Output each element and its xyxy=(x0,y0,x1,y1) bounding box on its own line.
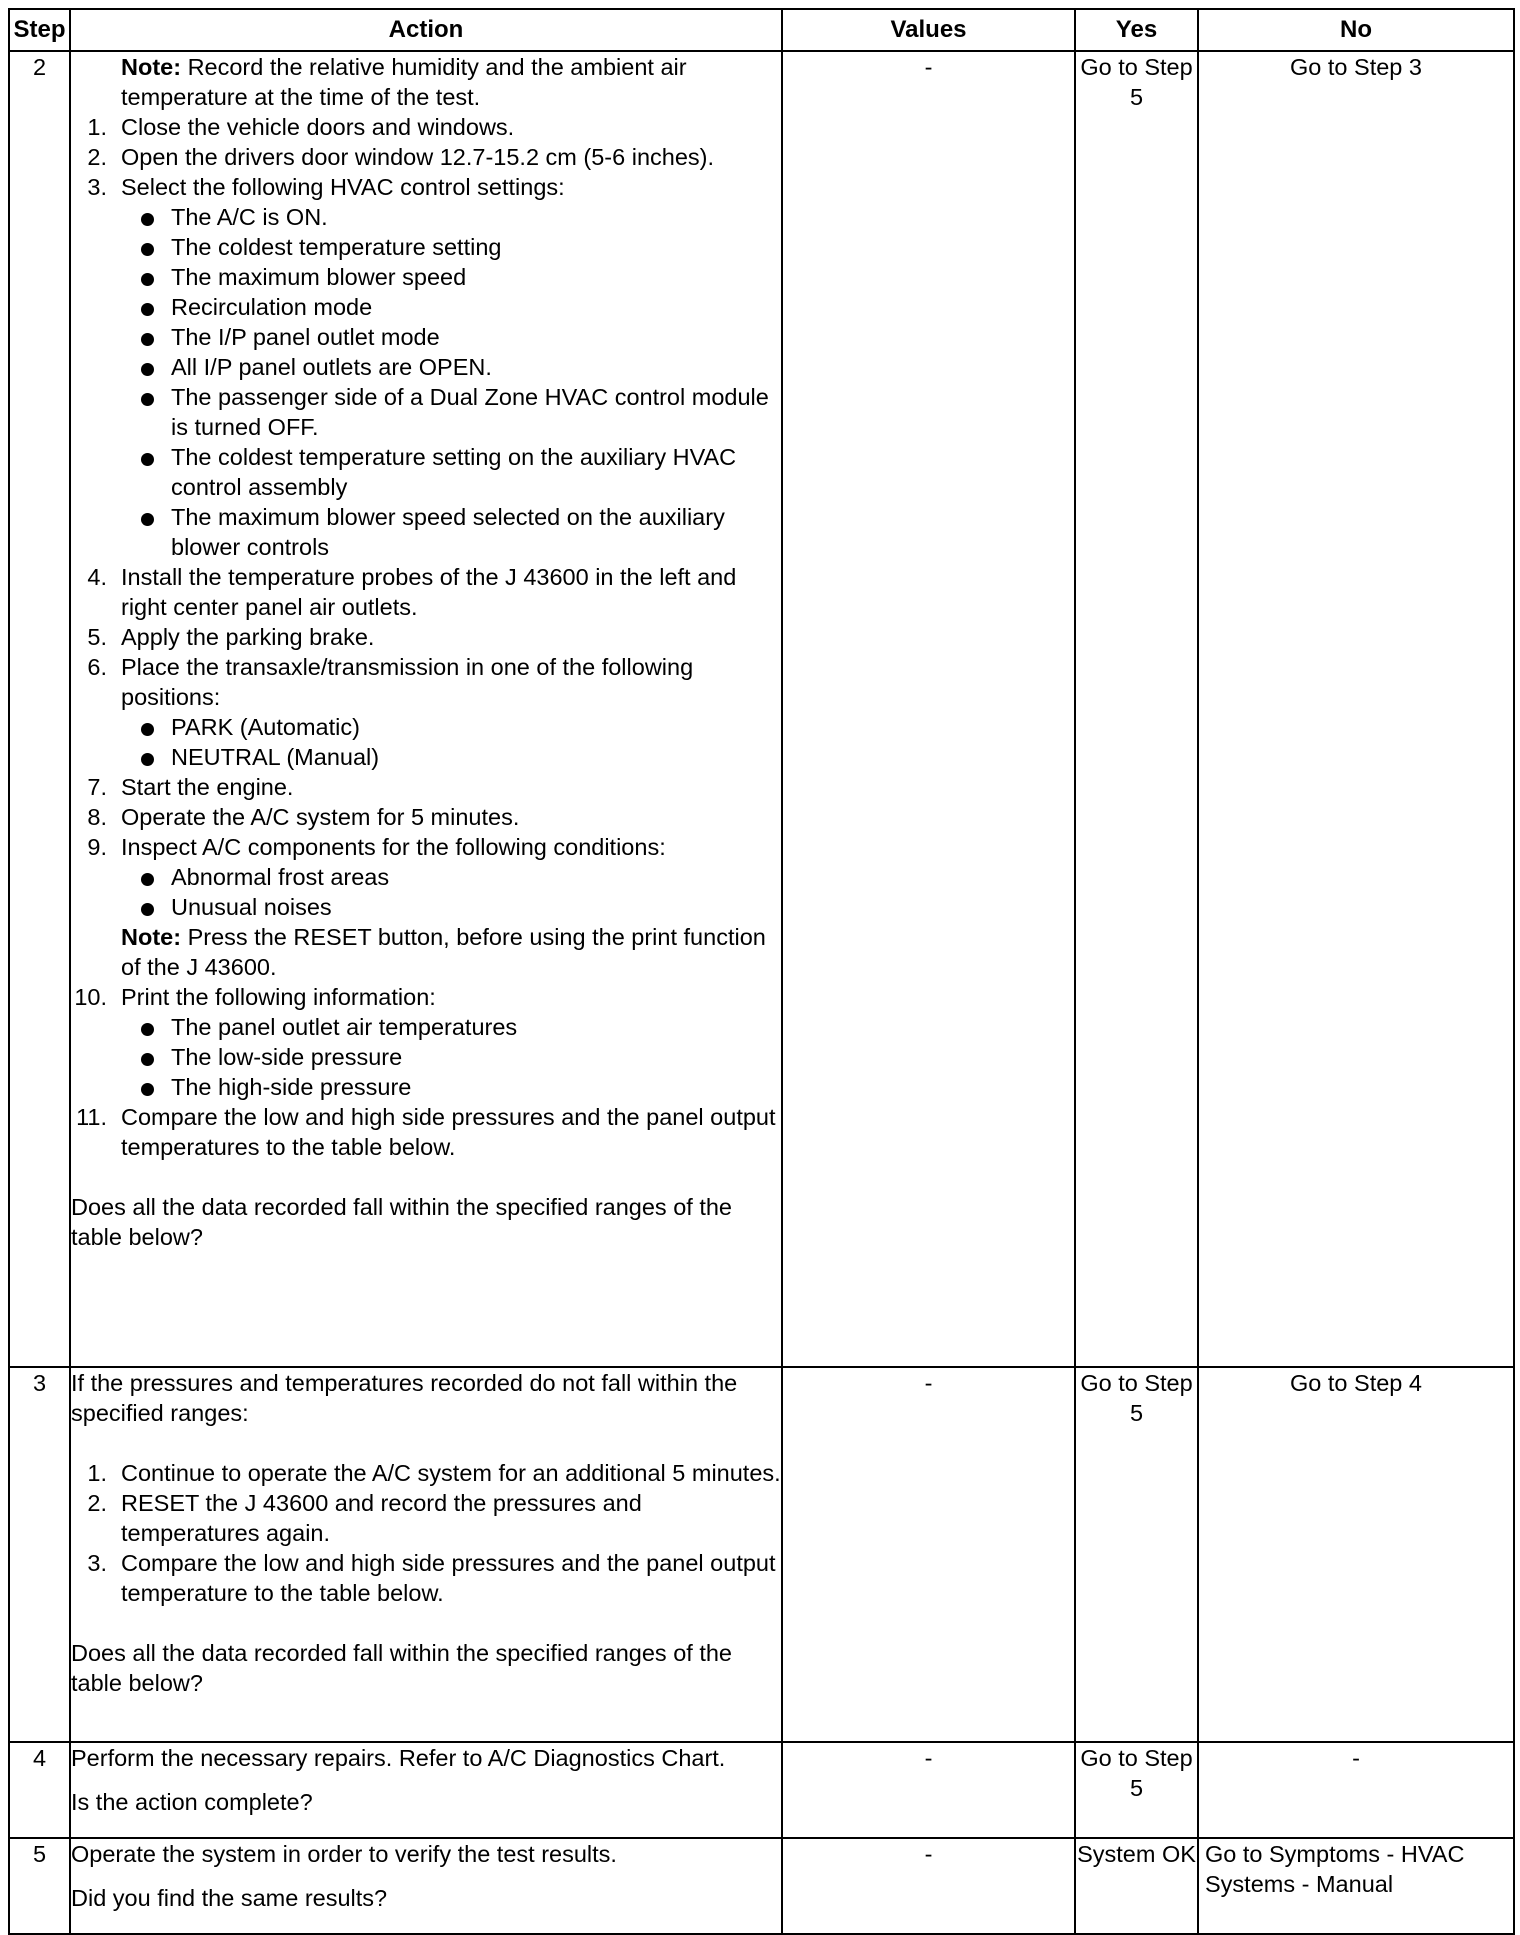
question: Does all the data recorded fall within the specified ranges of the table below? xyxy=(71,1194,733,1250)
question: Does all the data recorded fall within the specified ranges of the table below? xyxy=(71,1640,733,1696)
header-step: Step xyxy=(9,9,70,51)
header-row xyxy=(9,9,1514,51)
list-item: 2. Open the drivers door window 12.7-15.2 cm (5-6 inches). xyxy=(87,144,715,170)
list-item: 9. Inspect A/C components for the following conditions: Abnormal frost areas Unusual noises xyxy=(71,832,781,922)
bullet-icon xyxy=(141,363,154,376)
list-item: 5. Apply the parking brake. xyxy=(87,624,375,650)
bullet-item: The I/P panel outlet mode xyxy=(121,322,781,352)
list-item: 8. Operate the A/C system for 5 minutes. xyxy=(87,804,520,830)
bullet-icon xyxy=(141,513,154,526)
no-cell: - xyxy=(1198,1742,1514,1838)
bullet-item: The high-side pressure xyxy=(121,1072,781,1102)
question: Is the action complete? xyxy=(71,1789,313,1815)
values-cell: - xyxy=(782,51,1075,1367)
no-cell: Go to Step 4 xyxy=(1198,1367,1514,1742)
list-item: 6. Place the transaxle/transmission in one of the following positions: PARK (Automatic) NEUTRAL (Manual) xyxy=(71,652,781,772)
list-item: 4. Install the temperature probes of the J 43600 in the left and right center panel air outlets. xyxy=(87,564,737,620)
values-cell: - xyxy=(782,1838,1075,1934)
intro-text: Operate the system in order to verify the test results. xyxy=(71,1841,617,1867)
step-number: 4 xyxy=(9,1742,70,1838)
table-row-step-4 xyxy=(9,1742,1514,1838)
bullet-item: The low-side pressure xyxy=(121,1042,781,1072)
instruction-list xyxy=(71,982,781,1162)
step-number: 3 xyxy=(9,1367,70,1742)
list-item: 11. Compare the low and high side pressures and the panel output temperatures to the table below. xyxy=(76,1104,776,1160)
table-row-step-2 xyxy=(9,51,1514,1367)
yes-cell: Go to Step 5 xyxy=(1075,1367,1198,1742)
bullet-icon xyxy=(141,333,154,346)
bullet-icon xyxy=(141,1053,154,1066)
bullet-item: PARK (Automatic) xyxy=(121,712,781,742)
instruction-list xyxy=(71,1458,781,1608)
bullet-icon xyxy=(141,303,154,316)
list-item: 1. Continue to operate the A/C system for an additional 5 minutes. xyxy=(87,1460,781,1486)
list-item: 1. Close the vehicle doors and windows. xyxy=(87,114,515,140)
note: Note: Record the relative humidity and the ambient air temperature at the time of the test. xyxy=(121,54,687,110)
bullet-item: Abnormal frost areas xyxy=(121,862,781,892)
list-item: 7. Start the engine. xyxy=(87,774,294,800)
bullet-icon xyxy=(141,1023,154,1036)
bullet-icon xyxy=(141,213,154,226)
note: Note: Press the RESET button, before using the print function of the J 43600. xyxy=(121,924,766,980)
table-row-step-3 xyxy=(9,1367,1514,1742)
header-values: Values xyxy=(782,9,1075,51)
header-yes: Yes xyxy=(1075,9,1198,51)
intro-text: Perform the necessary repairs. Refer to A/C Diagnostics Chart. xyxy=(71,1745,726,1771)
bullet-icon xyxy=(141,903,154,916)
action-cell xyxy=(70,1367,782,1742)
no-cell: Go to Step 3 xyxy=(1198,51,1514,1367)
list-item: 3. Select the following HVAC control settings: The A/C is ON. The coldest temperature setting The maximum blower speed Recirculation mode The I/P panel outlet mode All I/P panel outlets are OPEN. The passenger side of a Dual Zone HVAC control module is turned OFF. The coldest temperature setting on the auxiliary HVAC control assembly The maximum blower speed selected on the auxiliary blower controls xyxy=(71,172,781,562)
action-cell xyxy=(70,1742,782,1838)
bullet-icon xyxy=(141,753,154,766)
intro-text: If the pressures and temperatures recorded do not fall within the specified ranges: xyxy=(71,1370,738,1426)
bullet-item: The maximum blower speed xyxy=(121,262,781,292)
table-row-step-5 xyxy=(9,1838,1514,1934)
bullet-item: The A/C is ON. xyxy=(121,202,781,232)
action-cell xyxy=(70,51,782,1367)
bullet-icon xyxy=(141,243,154,256)
step-number: 2 xyxy=(9,51,70,1367)
bullet-list xyxy=(121,202,781,562)
bullet-item: The maximum blower speed selected on the auxiliary blower controls xyxy=(121,502,781,562)
question: Did you find the same results? xyxy=(71,1885,388,1911)
yes-cell: Go to Step 5 xyxy=(1075,1742,1198,1838)
bullet-item: NEUTRAL (Manual) xyxy=(121,742,781,772)
bullet-item: Unusual noises xyxy=(121,892,781,922)
bullet-icon xyxy=(141,873,154,886)
list-item: 2. RESET the J 43600 and record the pressures and temperatures again. xyxy=(87,1490,642,1546)
list-item: 3. Compare the low and high side pressures and the panel output temperature to the table below. xyxy=(87,1550,776,1606)
bullet-icon xyxy=(141,273,154,286)
diagnostic-table xyxy=(8,8,1515,1935)
bullet-list xyxy=(121,1012,781,1102)
bullet-icon xyxy=(141,1083,154,1096)
bullet-item: Recirculation mode xyxy=(121,292,781,322)
step-number: 5 xyxy=(9,1838,70,1934)
values-cell: - xyxy=(782,1742,1075,1838)
header-no: No xyxy=(1198,9,1514,51)
bullet-icon xyxy=(141,453,154,466)
yes-cell: System OK xyxy=(1075,1838,1198,1934)
header-action: Action xyxy=(70,9,782,51)
bullet-item: The coldest temperature setting xyxy=(121,232,781,262)
bullet-list xyxy=(121,862,781,922)
values-cell: - xyxy=(782,1367,1075,1742)
bullet-item: The passenger side of a Dual Zone HVAC control module is turned OFF. xyxy=(121,382,781,442)
bullet-item: All I/P panel outlets are OPEN. xyxy=(121,352,781,382)
bullet-list xyxy=(121,712,781,772)
no-cell: Go to Symptoms - HVAC Systems - Manual xyxy=(1198,1838,1514,1934)
action-cell xyxy=(70,1838,782,1934)
instruction-list xyxy=(71,112,781,922)
bullet-item: The panel outlet air temperatures xyxy=(121,1012,781,1042)
yes-cell: Go to Step 5 xyxy=(1075,51,1198,1367)
list-item: 10. Print the following information: The panel outlet air temperatures The low-side pressure The high-side pressure xyxy=(71,982,781,1102)
bullet-icon xyxy=(141,723,154,736)
bullet-item: The coldest temperature setting on the auxiliary HVAC control assembly xyxy=(121,442,781,502)
bullet-icon xyxy=(141,393,154,406)
